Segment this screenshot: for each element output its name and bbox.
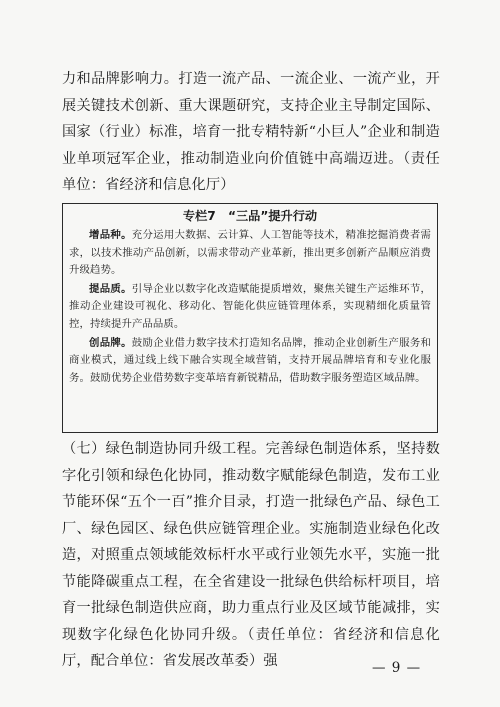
box-item-lead: 创品牌。	[89, 336, 132, 349]
box-item-text: 鼓励企业借力数字技术打造知名品牌，推动企业创新生产服务和商业模式，通过线上线下融合实现全域营销，支持开展品牌培育和专业化服务。鼓励优势企业借势数字变革培育新锐精品，借助数字服务塑造区域品牌。	[69, 336, 431, 384]
column-box-title: 专栏7 “三品”提升行动	[182, 209, 318, 223]
box-item-create-brand	[69, 335, 431, 388]
column-box-three-products	[62, 203, 438, 433]
box-item-lead: 提品质。	[89, 282, 132, 295]
box-item-text: 充分运用大数据、云计算、人工智能等技术，精准挖掘消费者需求，以技术推动产品创新，以需求带动产业革新，推出更多创新产品顺应消费升级趋势。	[69, 229, 431, 277]
box-item-increase-variety	[69, 227, 431, 280]
box-item-improve-quality	[69, 281, 431, 334]
box-item-text: 引导企业以数字化改造赋能提质增效，聚焦关键生产运维环节，推动企业建设可视化、移动化、智能化供应链管理体系，实现精细化质量管控，持续提升产品品质。	[69, 282, 431, 330]
body-paragraph-green-manufacturing: （七）绿色制造协同升级工程。完善绿色制造体系，坚持数字化引领和绿色化协同，推动数字赋能绿色制造，发布工业节能环保“五个一百”推介目录，打造一批绿色产品、绿色工厂、绿色园区、绿色供应链管理企业。实施制造业绿色化改造，对照重点领域能效标杆水平或行业领先水平，实施一批节能降碳重点工程，在全省建设一批绿色供给标杆项目，培育一批绿色制造供应商，助力重点行业及区域节能减排，实现数字化绿色化协同升级。（责任单位：省经济和信息化厅，配合单位：省发展改革委）强	[62, 441, 440, 669]
box-item-lead: 增品种。	[89, 229, 132, 241]
body-paragraph-top: 力和品牌影响力。打造一流产品、一流企业、一流产业，开展关键技术创新、重大课题研究，支持企业主导制定国际、国家（行业）标准，培育一批专精特新“小巨人”企业和制造业单项冠军企业，推动制造业向价值链中高端迈进。（责任单位：省经济和信息化厅）	[62, 71, 440, 193]
page-number: — 9 —	[372, 660, 422, 676]
